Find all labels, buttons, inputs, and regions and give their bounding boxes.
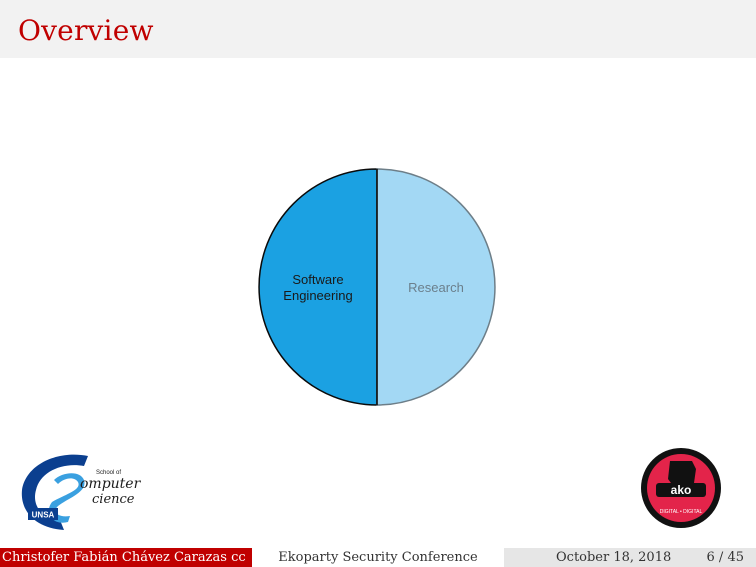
logo-line1: School of [96, 470, 122, 476]
ekoparty-logo [640, 447, 722, 529]
pie-label-1-0: Research [408, 280, 464, 295]
footer [0, 548, 756, 567]
footer-author: Christofer Fabián Chávez Carazas [2, 550, 227, 565]
pie-label-0-1: Engineering [283, 288, 353, 303]
computer-science-logo [18, 450, 142, 532]
logo-badge-text: UNSA [31, 510, 55, 520]
logo-line3: cience [92, 492, 135, 507]
footer-author-suffix: cc [231, 550, 246, 565]
footer-page-number: 6 / 45 [706, 550, 744, 565]
logo-line2: omputer [80, 476, 141, 492]
pie-slice-software-engineering [259, 169, 377, 405]
logo-ring-text: DIGITAL • DIGITAL [659, 509, 703, 515]
footer-author-line [0, 548, 252, 567]
footer-author-box [0, 548, 252, 567]
footer-date-box [504, 548, 756, 567]
slide-title: Overview [18, 14, 154, 47]
logo-center-text: ako [670, 483, 692, 497]
pie-label-0-0: Software [292, 272, 344, 287]
footer-date: October 18, 2018 [556, 550, 672, 565]
footer-event: Ekoparty Security Conference [252, 548, 504, 567]
